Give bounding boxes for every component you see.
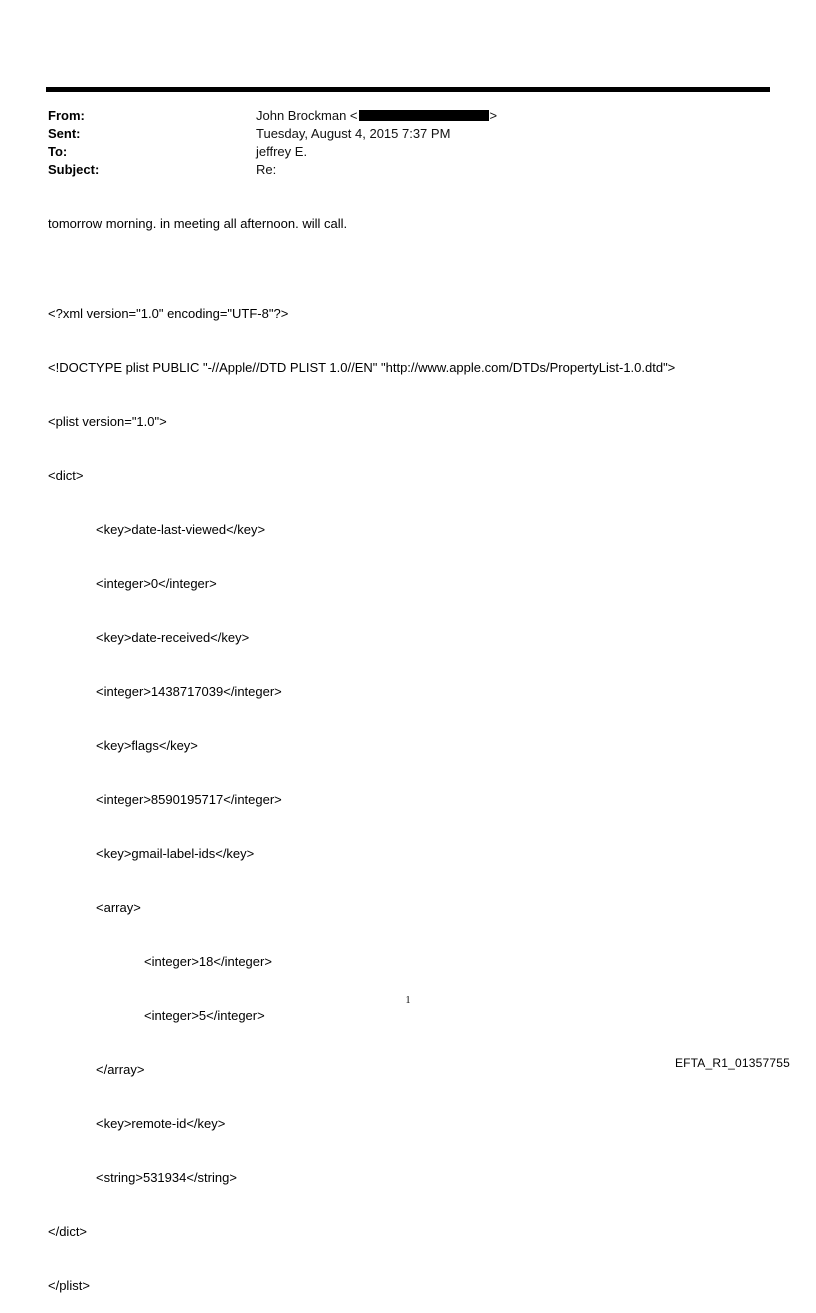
sent-label: Sent:: [48, 126, 81, 141]
header-rule: [46, 87, 770, 92]
document-id: EFTA_R1_01357755: [674, 1056, 790, 1070]
from-suffix: >: [489, 108, 498, 123]
to-value: jeffrey E.: [256, 144, 308, 159]
plist-code-block: [48, 269, 675, 1313]
plist-line: </plist>: [48, 1278, 90, 1293]
plist-line: <string>531934</string>: [96, 1170, 237, 1185]
plist-line: <key>flags</key>: [96, 738, 198, 753]
plist-line: <dict>: [48, 468, 84, 483]
subject-value: Re:: [256, 162, 277, 177]
message-body: tomorrow morning. in meeting all afternoon. will call.: [48, 216, 348, 231]
sent-value: Tuesday, August 4, 2015 7:37 PM: [256, 126, 451, 141]
plist-line: <integer>8590195717</integer>: [96, 792, 282, 807]
plist-line: <key>date-received</key>: [96, 630, 250, 645]
plist-line: </dict>: [48, 1224, 88, 1239]
plist-line: <!DOCTYPE plist PUBLIC "-//Apple//DTD PLIST 1.0//EN" "http://www.apple.com/DTDs/PropertyList-1.0.dtd">: [48, 360, 676, 375]
from-name: John Brockman <: [256, 108, 358, 123]
subject-label: Subject:: [48, 162, 100, 177]
plist-line: <integer>18</integer>: [144, 954, 272, 969]
plist-line: <key>remote-id</key>: [96, 1116, 226, 1131]
from-label: From:: [48, 108, 85, 123]
plist-line: <integer>5</integer>: [144, 1008, 265, 1023]
plist-line: <key>date-last-viewed</key>: [96, 522, 266, 537]
plist-line: <plist version="1.0">: [48, 414, 167, 429]
page-number: 1: [405, 995, 411, 1006]
plist-line: <key>gmail-label-ids</key>: [96, 846, 255, 861]
plist-line: <array>: [96, 900, 141, 915]
from-value: [256, 107, 497, 125]
plist-line: <integer>0</integer>: [96, 576, 217, 591]
redaction-bar: [359, 110, 489, 121]
to-label: To:: [48, 144, 68, 159]
plist-line: <?xml version="1.0" encoding="UTF-8"?>: [48, 306, 289, 321]
plist-line: </array>: [96, 1062, 145, 1077]
plist-line: <integer>1438717039</integer>: [96, 684, 282, 699]
